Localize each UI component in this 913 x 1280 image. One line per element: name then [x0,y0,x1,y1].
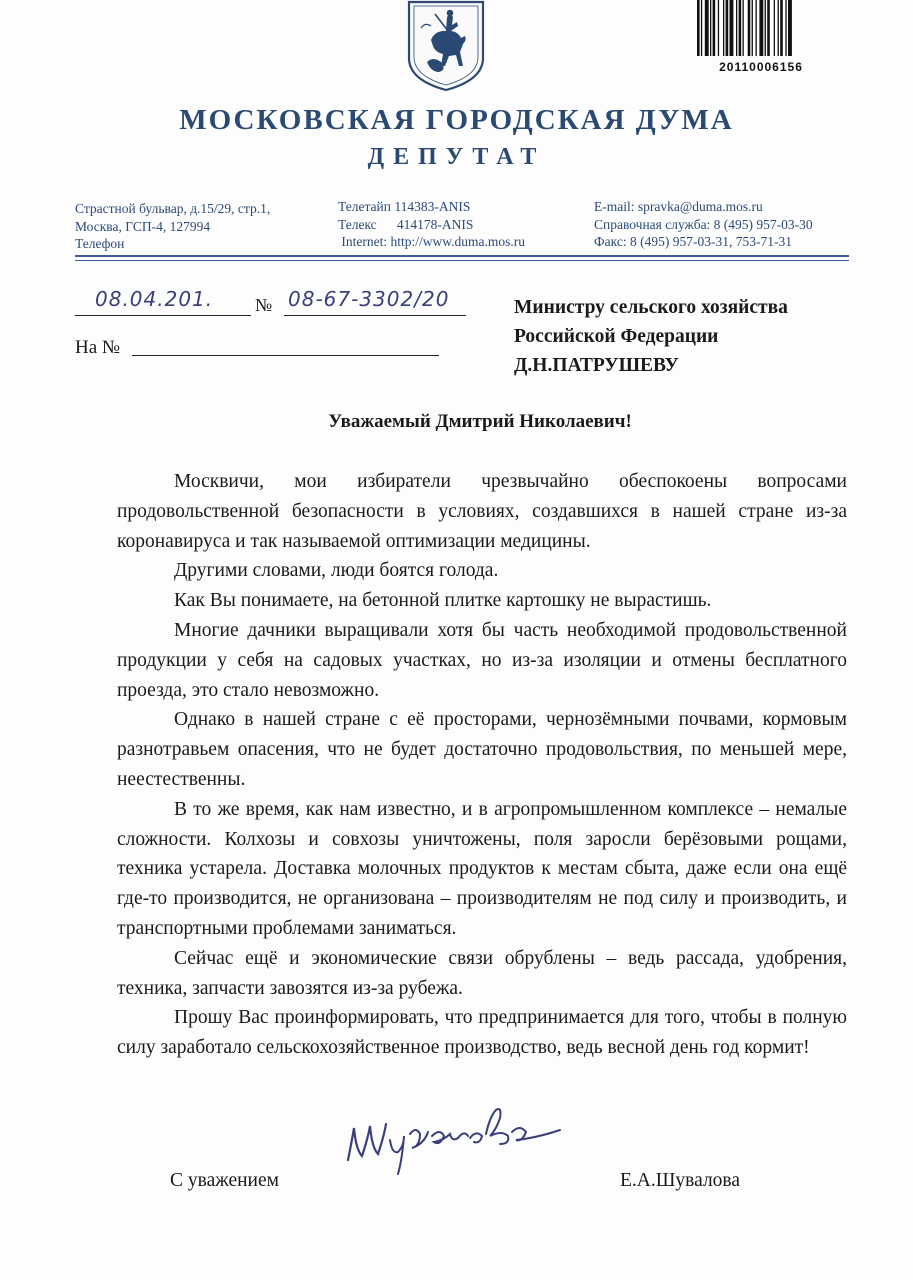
barcode-bar [723,0,724,56]
number-underline [284,315,466,316]
barcode-bar [726,0,729,56]
barcode-bar [730,0,734,56]
organization-subtitle: ДЕПУТАТ [367,144,546,170]
barcode-bar [756,0,757,56]
barcode-bar [743,0,744,56]
barcode-bar [765,0,766,56]
barcode-bar [774,0,775,56]
date-underline [75,315,251,316]
barcode-bar [767,0,770,56]
contact-line: Страстной бульвар, д.15/29, стр.1, [75,201,271,216]
barcode-bar [713,0,716,56]
barcode-bar [718,0,719,56]
addressee-block [514,293,874,380]
body-paragraph: Однако в нашей стране с её просторами, чернозёмными почвами, кормовым разнотравьем опасения, что не будет достаточно продовольствия, по меньшей мере, неестественны. [117,709,847,790]
contact-line: Москва, ГСП-4, 127994 [75,218,211,234]
registration-number: 08-67-3302/20 [288,287,450,311]
body-paragraph: Москвичи, мои избиратели чрезвычайно обеспокоены вопросами продовольственной безопасности в условиях, создавшихся в нашей стране из-за коронавируса и так называемой оптимизации медицины. [117,471,847,552]
contact-line: E-mail: spravka@duma.mos.ru [594,199,763,214]
barcode-bar [710,0,711,56]
barcode-bar [785,0,786,56]
barcode-bar [739,0,742,56]
barcode-bar [736,0,737,56]
contact-email-block [594,198,874,251]
barcode-bar [752,0,753,56]
body-paragraph: Прошу Вас проинформировать, что предпринимается для того, чтобы в полную силу заработало сельскохозяйственное производство, ведь весной день год кормит! [117,1007,847,1059]
contact-line: Телекс 414178-ANIS [338,216,474,232]
contact-line: Справочная служба: 8 (495) 957-03-30 [594,216,813,232]
body-paragraph: Другими словами, люди боятся голода. [174,560,499,582]
barcode-bar [705,0,709,56]
signer-name: Е.А.Шувалова [620,1170,741,1191]
greeting: Уважаемый Дмитрий Николаевич! [328,411,632,432]
barcode-bar [778,0,779,56]
barcode-number: 20110006156 [719,60,803,74]
barcode-bar [697,0,700,56]
addressee-line: Д.Н.ПАТРУШЕВУ [514,355,679,376]
contact-line: Телефон [75,236,125,251]
barcode-bar [748,0,751,56]
barcode-bar [788,0,792,56]
barcode-bar [701,0,702,56]
handwritten-signature-icon [340,1090,570,1180]
barcode-image [695,0,827,58]
contact-telex-block [338,198,578,251]
letter-body [117,467,847,1063]
contact-line: Internet: http://www.duma.mos.ru [338,234,525,249]
body-paragraph: Сейчас ещё и экономические связи обрублены – ведь рассада, удобрения, техника, запчасти завозятся из-за рубежа. [117,947,847,999]
organization-name: МОСКОВСКАЯ ГОРОДСКАЯ ДУМА [179,104,734,136]
reference-label: На № [75,337,121,358]
contact-line: Телетайп 114383-ANIS [338,199,471,214]
addressee-line: Российской Федерации [514,326,719,347]
closing-regards: С уважением [170,1170,279,1191]
body-paragraph: В то же время, как нам известно, и в агропромышленном комплексе – немалые сложности. Колхозы и совхозы уничтожены, поля заросли берёзовыми рощами, техника устарела. Доставка молочных продуктов к местам сбыта, даже если она ещё где-то производится, не организована – производителям не под силу и производить, и транспортными проблемами заниматься. [117,798,847,939]
barcode-bar [780,0,783,56]
contact-address-block [75,200,335,253]
barcode-bar [759,0,763,56]
contact-line: Факс: 8 (495) 957-03-31, 753-71-31 [594,234,792,249]
number-sign: № [255,295,273,315]
header-divider-thin [75,260,849,261]
reference-underline [132,355,439,356]
body-paragraph: Многие дачники выращивали хотя бы часть необходимой продовольственной продукции у себя на садовых участках, но из-за изоляции и отмены бесплатного проезда, это стало невозможно. [117,619,847,701]
body-paragraph: Как Вы понимаете, на бетонной плитке картошку не вырастишь. [174,590,712,612]
moscow-coat-of-arms-icon [405,0,487,92]
registration-date: 08.04.201. [95,287,214,311]
header-divider [75,255,849,257]
addressee-line: Министру сельского хозяйства [514,297,788,318]
